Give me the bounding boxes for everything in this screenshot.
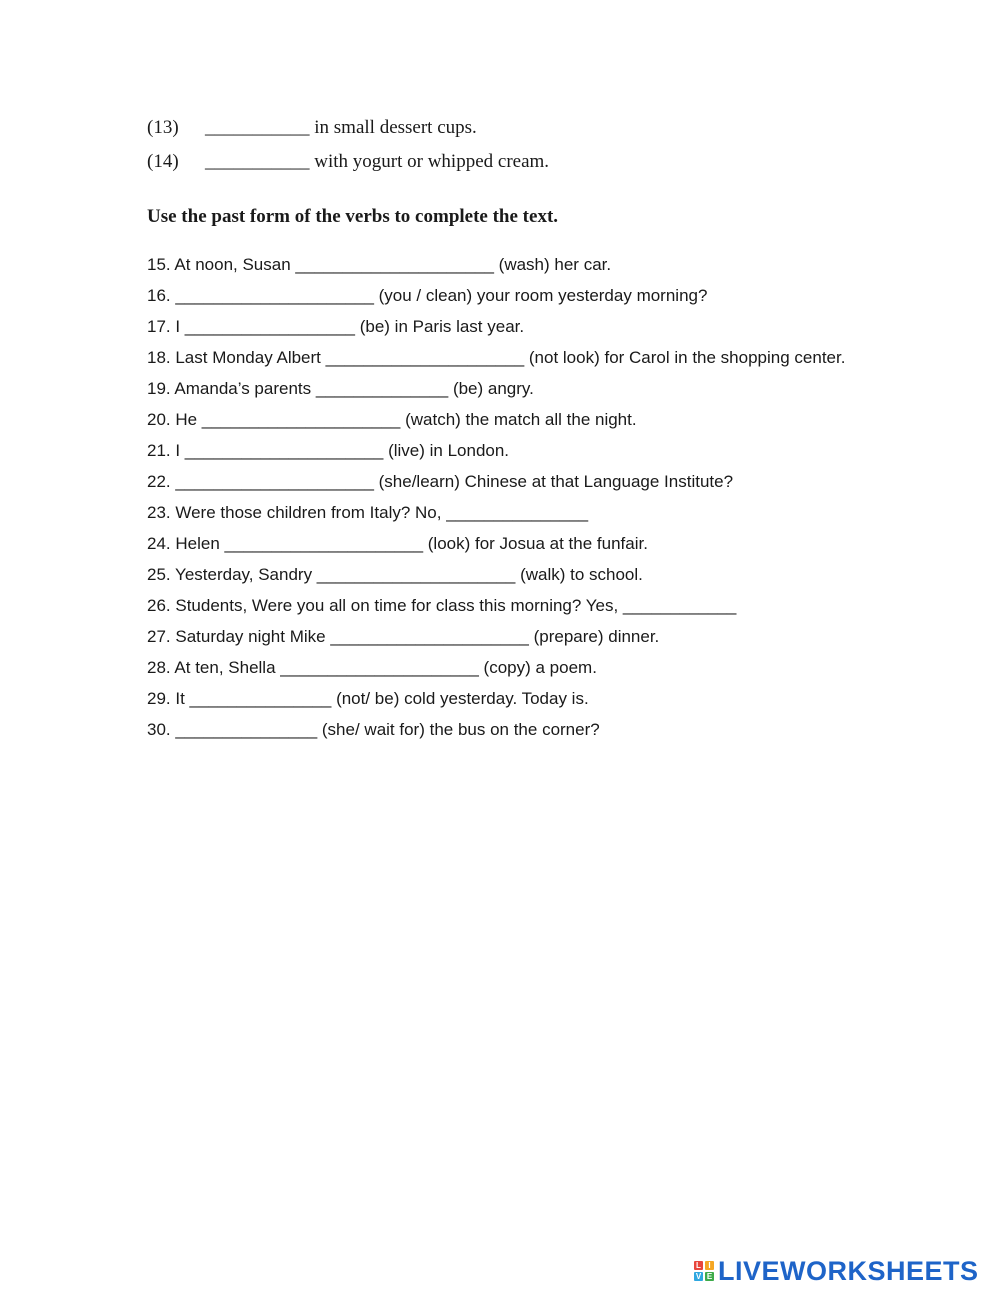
exercise-item-16: 16. _____________________ (you / clean) your room yesterday morning? xyxy=(147,286,708,305)
exercise-item-27: 27. Saturday night Mike _____________________ (prepare) dinner. xyxy=(147,627,660,646)
exercise-item-28: 28. At ten, Shella _____________________ (copy) a poem. xyxy=(147,658,597,677)
exercise-number: (13) xyxy=(147,117,179,138)
exercise-item-24: 24. Helen _____________________ (look) for Josua at the funfair. xyxy=(147,534,648,553)
exercise-item-20: 20. He _____________________ (watch) the match all the night. xyxy=(147,410,637,429)
exercise-text: ___________ with yogurt or whipped cream. xyxy=(205,151,550,172)
exercise-item-17: 17. I __________________ (be) in Paris last year. xyxy=(147,317,525,336)
exercise-item-19: 19. Amanda’s parents ______________ (be) angry. xyxy=(147,379,534,398)
exercise-list xyxy=(147,249,847,745)
liveworksheets-logo xyxy=(694,1256,979,1286)
exercise-item-26: 26. Students, Were you all on time for class this morning? Yes, ____________ xyxy=(147,596,737,615)
exercise-item-15: 15. At noon, Susan _____________________ (wash) her car. xyxy=(147,255,612,274)
exercise-number: (14) xyxy=(147,151,179,172)
exercise-item-23: 23. Were those children from Italy? No, _______________ xyxy=(147,503,589,522)
instruction-heading: Use the past form of the verbs to complete the text. xyxy=(147,206,559,227)
logo-mark-letter: V xyxy=(695,1272,702,1281)
exercise-text: ___________ in small dessert cups. xyxy=(205,117,477,138)
exercise-item-30: 30. _______________ (she/ wait for) the bus on the corner? xyxy=(147,720,600,739)
exercise-line-13 xyxy=(147,116,477,140)
exercise-item-25: 25. Yesterday, Sandry _____________________ (walk) to school. xyxy=(147,565,643,584)
exercise-item-21: 21. I _____________________ (live) in London. xyxy=(147,441,510,460)
exercise-line-14 xyxy=(147,150,549,174)
exercise-item-22: 22. _____________________ (she/learn) Chinese at that Language Institute? xyxy=(147,472,734,491)
logo-text: LIVEWORKSHEETS xyxy=(718,1256,979,1286)
logo-mark-letter: E xyxy=(706,1272,713,1281)
exercise-item-29: 29. It _______________ (not/ be) cold yesterday. Today is. xyxy=(147,689,589,708)
exercise-item-18: 18. Last Monday Albert _____________________ (not look) for Carol in the shopping center. xyxy=(147,348,846,367)
logo-mark-letter: L xyxy=(694,1261,703,1270)
logo-mark-icon xyxy=(694,1261,714,1281)
logo-mark-letter: I xyxy=(705,1261,714,1270)
